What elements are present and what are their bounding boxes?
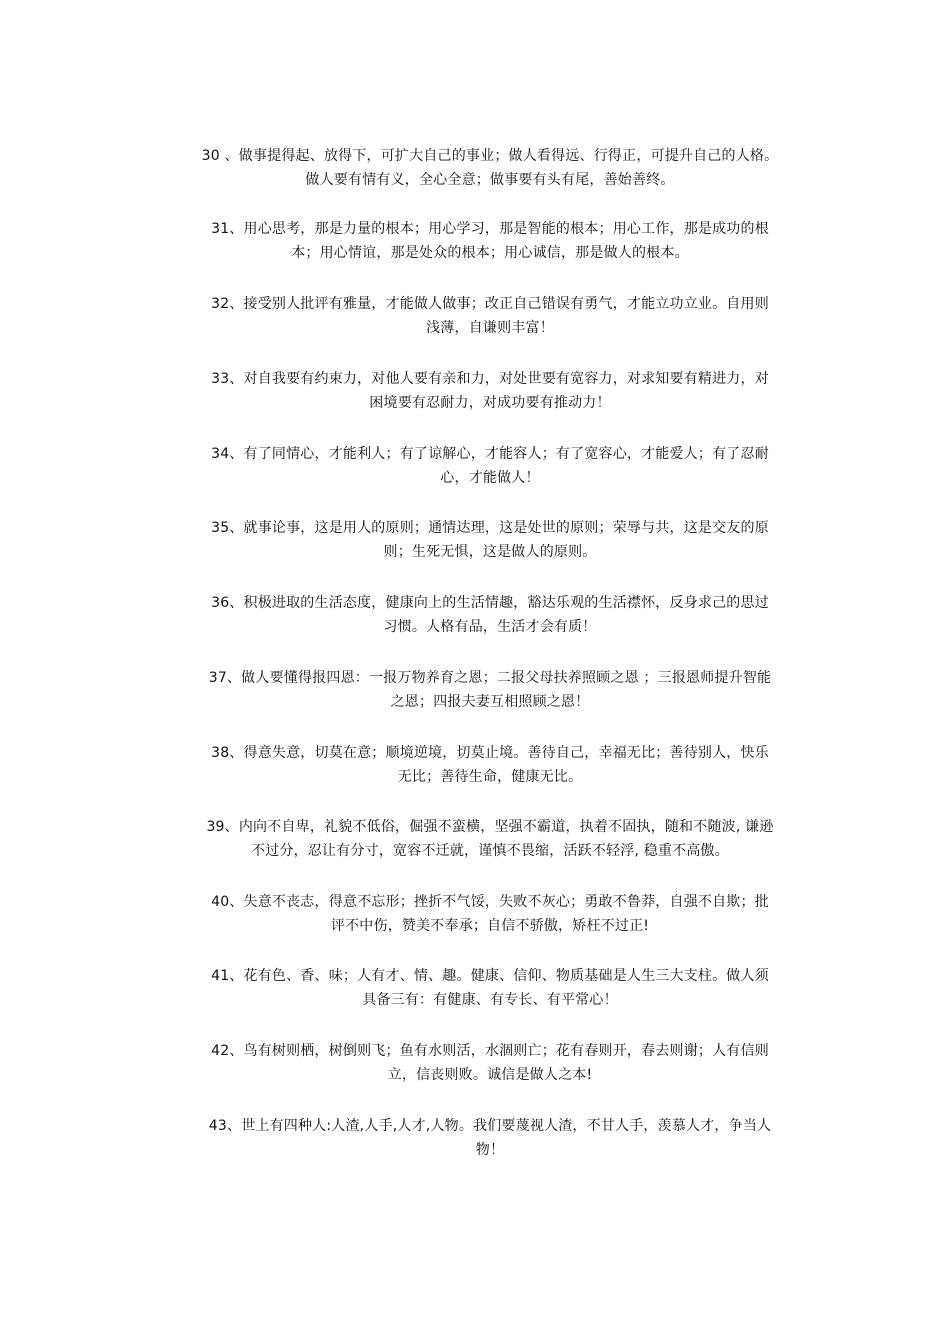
- paragraph-line: 34、有了同情心，才能利人；有了谅解心，才能容人；有了宽容心，才能爱人；有了忍耐: [211, 446, 769, 462]
- paragraph-line: 42、鸟有树则栖，树倒则飞；鱼有水则活，水涸则亡；花有春则开，春去则谢；人有信则: [211, 1043, 769, 1059]
- paragraph-line: 32、接受别人批评有雅量，才能做人做事；改正自己错误有勇气，才能立功立业。自用则: [211, 296, 769, 312]
- paragraph-39: [170, 815, 810, 863]
- paragraph-37: [170, 666, 810, 714]
- paragraph-line: 则；生死无惧，这是做人的原则。: [383, 544, 597, 560]
- paragraph-line: 35、就事论事，这是用人的原则；通情达理，这是处世的原则；荣辱与共，这是交友的原: [211, 520, 769, 536]
- paragraph-34: [170, 442, 810, 490]
- paragraph-line: 具备三有：有健康、有专长、有平常心！: [362, 992, 618, 1008]
- paragraph-line: 36、积极进取的生活态度，健康向上的生活情趣，豁达乐观的生活襟怀，反身求己的思过: [211, 595, 769, 611]
- paragraph-42: [170, 1039, 810, 1087]
- paragraph-43: [170, 1114, 810, 1162]
- paragraph-33: [170, 367, 810, 415]
- paragraph-32: [170, 292, 810, 340]
- paragraph-line: 立，信丧则败。诚信是做人之本!: [387, 1067, 593, 1083]
- paragraph-line: 39、内向不自卑，礼貌不低俗，倔强不蛮横，坚强不霸道，执着不固执，随和不随波, 谦逊: [206, 819, 774, 835]
- paragraph-line: 困境要有忍耐力，对成功要有推动力！: [369, 395, 611, 411]
- paragraph-line: 37、做人要懂得报四恩：一报万物养育之恩；二报父母扶养照顾之恩 ；三报恩师提升智能: [208, 670, 772, 686]
- paragraph-line: 38、得意失意，切莫在意；顺境逆境，切莫止境。善待自己，幸福无比；善待别人，快乐: [211, 745, 769, 761]
- paragraph-line: 40、失意不丧志，得意不忘形；挫折不气馁，失败不灰心；勇敢不鲁莽，自强不自欺；批: [211, 894, 769, 910]
- paragraph-31: [170, 217, 810, 265]
- paragraph-41: [170, 964, 810, 1012]
- paragraph-line: 心，才能做人！: [440, 470, 540, 486]
- paragraph-line: 31、用心思考，那是力量的根本；用心学习，那是智能的根本；用心工作，那是成功的根: [211, 221, 769, 237]
- paragraph-35: [170, 516, 810, 564]
- paragraph-line: 做人要有情有义，全心全意；做事要有头有尾，善始善终。: [305, 172, 675, 188]
- paragraph-line: 本；用心情谊，那是处众的根本；用心诚信，那是做人的根本。: [291, 245, 689, 261]
- paragraph-line: 之恩；四报夫妻互相照顾之恩！: [390, 694, 590, 710]
- paragraph-line: 30 、做事提得起、放得下，可扩大自己的事业；做人看得远、行得正，可提升自己的人格。: [201, 148, 779, 164]
- paragraph-line: 评不中伤，赞美不奉承；自信不骄傲，矫枉不过正!: [330, 918, 650, 934]
- paragraph-line: 41、花有色、香、味；人有才、情、趣。健康、信仰、物质基础是人生三大支柱。做人须: [211, 968, 769, 984]
- paragraph-line: 不过分，忍让有分寸，宽容不迁就，谨慎不畏缩，活跃不轻浮, 稳重不高傲。: [251, 843, 729, 859]
- paragraph-38: [170, 741, 810, 789]
- paragraph-line: 无比；善待生命，健康无比。: [397, 769, 583, 785]
- paragraph-line: 33、对自我要有约束力，对他人要有亲和力，对处世要有宽容力，对求知要有精进力，对: [211, 371, 769, 387]
- paragraph-30: [170, 144, 810, 192]
- paragraph-36: [170, 591, 810, 639]
- paragraph-line: 物！: [475, 1142, 505, 1158]
- paragraph-line: 习惯。人格有品，生活才会有质！: [383, 619, 597, 635]
- paragraph-line: 43、世上有四种人:人渣,人手,人才,人物。我们要蔑视人渣，不甘人手，羡慕人才，争当人: [208, 1118, 772, 1134]
- paragraph-line: 浅薄，自谦则丰富！: [426, 320, 554, 336]
- paragraph-40: [170, 890, 810, 938]
